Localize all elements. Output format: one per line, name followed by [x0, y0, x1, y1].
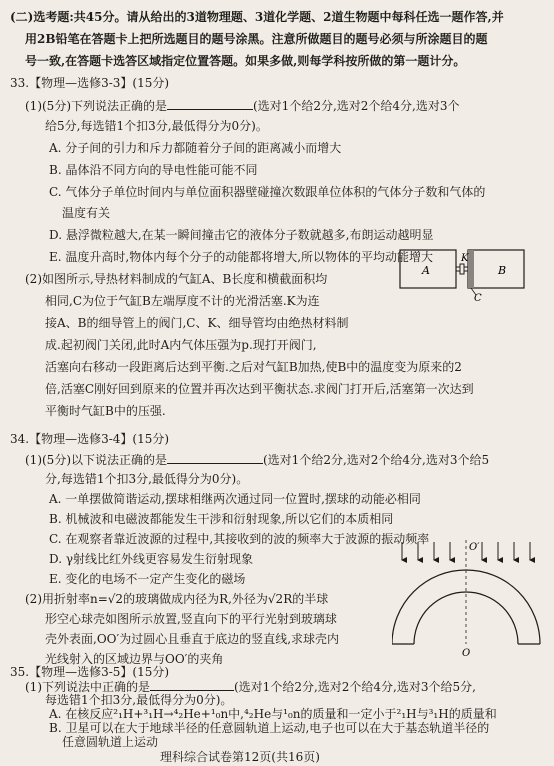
q33-option-c-line-2: 温度有关 — [62, 206, 111, 220]
q34-title: 34.【物理—选修3-4】(15分) — [10, 432, 170, 446]
q35-option-a: A. 在核反应²₁H+³₁H→⁴₂He+¹₀n中,⁴₂He与¹₀n的质量和一定小于²₁H与³₁H的质量和 — [49, 707, 497, 721]
piston-c — [468, 250, 474, 288]
section-note-line-3: 号一致,在答题卡选答区域指定位置答题。如果多做,则每学科按所做的第一题计分。 — [25, 54, 466, 68]
q33-option-b: B. 晶体沿不同方向的导电性能可能不同 — [49, 163, 258, 177]
label-c: C — [474, 293, 482, 302]
answer-blank — [150, 679, 234, 691]
section-note-line-1: (二)选考题:共45分。请从给出的3道物理题、3道化学题、2道生物题中每科任选一题作答,并 — [10, 10, 504, 24]
hemisphere-shell-diagram — [392, 540, 542, 658]
label-b: B — [498, 264, 507, 277]
answer-blank — [167, 98, 253, 110]
q34-part2-line-1: (2)用折射率n=√2的玻璃做成内径为R,外径为√2R的半球 — [25, 592, 329, 606]
incident-light-rays — [402, 542, 530, 560]
q33-option-e: E. 温度升高时,物体内每个分子的动能都将增大,所以物体的平均动能增大 — [49, 250, 434, 264]
q34-option-b: B. 机械波和电磁波都能发生干涉和衍射现象,所以它们的本质相同 — [49, 512, 394, 526]
q33-part2-line-4: 成.起初阀门关闭,此时A内气体压强为p.现打开阀门, — [45, 338, 317, 352]
q34-option-a: A. 一单摆做简谐运动,摆球相继两次通过同一位置时,摆球的动能必相同 — [49, 492, 421, 506]
q33-option-c-line-1: C. 气体分子单位时间内与单位面积器壁碰撞次数跟单位体积的气体分子数和气体的 — [49, 185, 486, 199]
cylinder-diagram — [398, 240, 528, 302]
q33-part1-post: (选对1个给2分,选对2个给4分,选对3个 — [253, 99, 460, 113]
q34-part1-prompt — [25, 452, 489, 467]
q33-part1-pre: (1)(5分)下列说法正确的是 — [25, 99, 167, 113]
q35-option-b-line-2: 任意圆轨道上运动 — [62, 735, 159, 749]
q34-part2-line-3: 壳外表面,OO′为过圆心且垂直于底边的竖直线,求球壳内 — [45, 632, 340, 646]
q33-option-a: A. 分子间的引力和斥力都随着分子间的距离减小而增大 — [49, 141, 342, 155]
label-o: O — [462, 648, 471, 658]
q33-part2-line-1: (2)如图所示,导热材料制成的气缸A、B长度和横截面积均 — [25, 272, 328, 286]
q34-part1-scoring: 分,每选错1个扣3分,最低得分为0分)。 — [45, 472, 249, 486]
q34-option-c: C. 在观察者靠近波源的过程中,其接收到的波的频率大于波源的振动频率 — [49, 532, 430, 546]
q33-part2-line-6: 倍,活塞C刚好回到原来的位置并再次达到平衡状态.求阀门打开后,活塞第一次达到 — [45, 382, 474, 396]
q34-option-e: E. 变化的电场不一定产生变化的磁场 — [49, 572, 246, 586]
label-o-prime: O′ — [469, 542, 480, 553]
q35-part1-pre: (1)下列说法中正确的是 — [25, 680, 150, 694]
q35-part1-prompt — [25, 679, 476, 694]
q34-part1-post: (选对1个给2分,选对2个给4分,选对3个给5 — [263, 453, 490, 467]
q33-part1-prompt — [25, 98, 460, 113]
q34-part1-pre: (1)(5分)以下说法正确的是 — [25, 453, 167, 467]
q35-part1-scoring: 每选错1个扣3分,最低得分为0分)。 — [45, 693, 233, 707]
label-a: A — [422, 264, 430, 277]
q35-option-b-line-1: B. 卫星可以在大于地球半径的任意圆轨道上运动,电子也可以在大于基态轨道半径的 — [49, 721, 490, 735]
q33-part2-line-7: 平衡时气缸B中的压强. — [45, 404, 166, 418]
q33-option-d: D. 悬浮微粒越大,在某一瞬间撞击它的液体分子数就越多,布朗运动越明显 — [49, 228, 434, 242]
valve-k — [460, 264, 464, 274]
q33-title: 33.【物理—选修3-3】(15分) — [10, 76, 170, 90]
label-k: K — [461, 253, 469, 264]
q34-part2-line-4: 光线射入的区域边界与OO′的夹角 — [45, 652, 224, 666]
q35-part1-post: (选对1个给2分,选对2个给4分,选对3个给5分, — [234, 680, 476, 694]
answer-blank — [167, 452, 263, 464]
q33-part2-line-5: 活塞向右移动一段距离后达到平衡.之后对气缸B加热,使B中的温度变为原来的2 — [45, 360, 462, 374]
cylinder-b — [468, 250, 524, 288]
q34-option-d: D. γ射线比红外线更容易发生衍射现象 — [49, 552, 253, 566]
page-footer: 理科综合试卷第12页(共16页) — [160, 750, 320, 764]
q33-part2-line-3: 接A、B的细导管上的阀门,C、K、细导管均由绝热材料制 — [45, 316, 349, 330]
q34-part2-line-2: 形空心球壳如图所示放置,竖直向下的平行光射到玻璃球 — [45, 612, 337, 626]
q35-title: 35.【物理—选修3-5】(15分) — [10, 665, 170, 679]
q33-part1-scoring: 给5分,每选错1个扣3分,最低得分为0分)。 — [45, 119, 268, 133]
q33-part2-line-2: 相同,C为位于气缸B左端厚度不计的光滑活塞.K为连 — [45, 294, 320, 308]
section-note-line-2: 用2B铅笔在答题卡上把所选题目的题号涂黑。注意所做题目的题号必须与所涂题目的题 — [25, 32, 488, 46]
